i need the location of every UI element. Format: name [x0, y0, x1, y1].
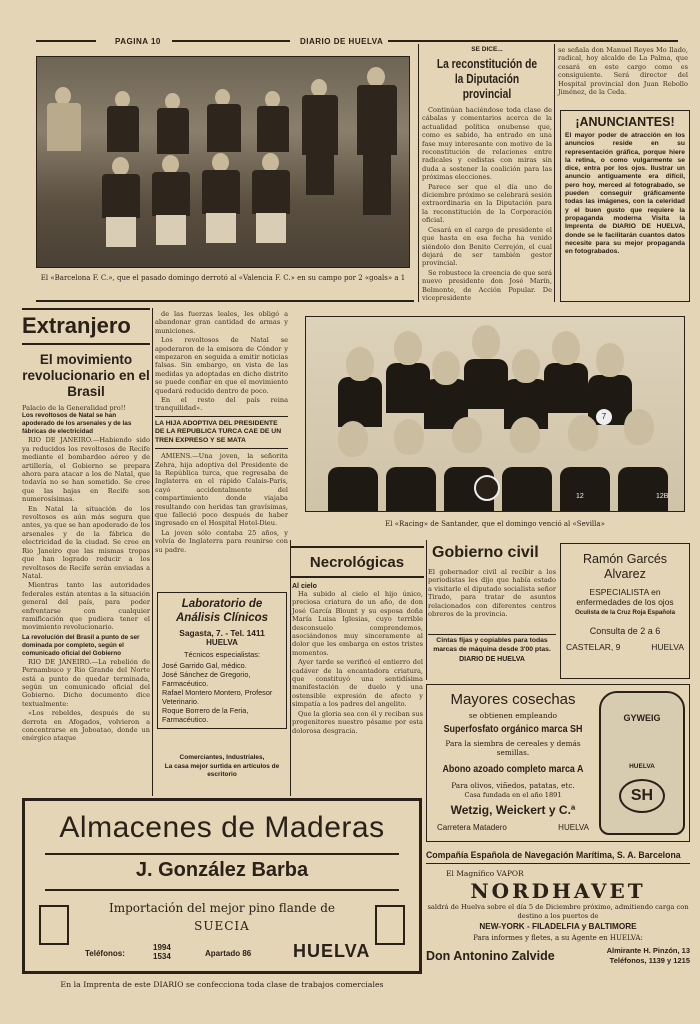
paragraph: Ayer tarde se verificó el entierro del cadáver de la encantadora criatura, que constituyó una sentidísima manifestación de duelo y una ostensible expresión de afecto y simpatía a los padres del angelito.: [292, 658, 423, 709]
paragraph: AMIENS.—Una joven, la señorita Zehra, hija adoptiva del Presidente de la República turca, que regresaba de Inglaterra en el rápido Calais-París, cayó accidentalmente del compartimiento donde viajaba resultando con heridas tan gravísimas, que falleció poco después de haber ingresado en el Hospital Hotel-Dieu.: [155, 452, 288, 528]
laboratorio-address: Sagasta, 7. - Tel. 1411: [179, 628, 265, 638]
header-rule-left: [36, 40, 96, 42]
company-city: HUELVA: [558, 823, 589, 832]
jersey-number: 12: [576, 493, 584, 500]
brasil-headline: El movimiento revolucionario en el Brasil: [22, 352, 150, 399]
brasil-body-2: [22, 658, 150, 743]
se-dice-body: [422, 106, 552, 302]
page-number: PAGINA 10: [115, 37, 161, 46]
anunciantes-box: [560, 110, 690, 302]
paragraph: En el resto del país reina tranquilidad».: [155, 396, 288, 413]
laboratorio-title: Laboratorio de Análisis Clínicos: [175, 598, 269, 624]
gobierno-title: Gobierno civil: [432, 544, 539, 561]
agent-name: Don Antonino Zalvide: [426, 948, 555, 963]
barcelona-photo: [36, 56, 410, 268]
cintas-ad: [428, 634, 556, 663]
ship-name: NORDHAVET: [470, 879, 646, 903]
masthead: DIARIO DE HUELVA: [300, 37, 384, 46]
cintas-text: Cintas fijas y copiables para todas marcas de máquina desde 3'00 ptas.: [433, 637, 551, 653]
laboratorio-staff: [162, 661, 282, 724]
apartado: Apartado 86: [205, 949, 252, 958]
anunciantes-title: ¡ANUNCIANTES!: [575, 115, 675, 129]
barcelona-caption: El «Barcelona F. C.», que el pasado domingo derrotó al «Valencia F. C.» en su campo por 2 «goals» a 1: [40, 274, 406, 282]
staff-line: José Garrido Gal, médico.: [162, 661, 247, 670]
navegacion-title: Compañía Española de Navegación Marítima, S. A. Barcelona: [426, 850, 681, 860]
garces-specialty: ESPECIALISTA en enfermedades de los ojos: [576, 587, 674, 607]
column-2-articles: [155, 310, 288, 555]
cosechas-ad: [426, 684, 690, 842]
agent-phones: Teléfonos, 1139 y 1215: [609, 955, 690, 965]
se-dice-title: La reconstitución de la Diputación provincial: [436, 57, 538, 101]
escritorio-line-2: La casa mejor surtida en artículos de escritorio: [164, 762, 280, 778]
garces-city: HUELVA: [651, 642, 684, 652]
agent-address: Almirante H. Pinzón, 13: [606, 946, 690, 955]
section-extranjero: Extranjero: [22, 313, 131, 338]
product-a-use: Para olivos, viñedos, patatas, etc.: [451, 781, 575, 790]
garces-address: CASTELAR, 9: [566, 642, 621, 652]
paragraph: Parece ser que el día uno de diciembre próximo se celebrará sesión extraordinaria en la Diputación para la reconstitución de la Corporación oficial.: [422, 182, 552, 225]
navegacion-ad: [426, 850, 690, 965]
staff-line: Rafael Montero Montero, Profesor Veterinario.: [162, 688, 273, 706]
navegacion-contact: Para informes y fletes, a su Agente en HUELVA:: [473, 934, 643, 942]
racing-photo: [305, 316, 685, 512]
column-rule: [426, 540, 427, 680]
cosechas-sub: se obtienen empleando: [468, 711, 558, 720]
necrologicas-subhead: Al cielo: [292, 583, 317, 590]
navegacion-details: saldrá de Huelva sobre el día 5 de Diciembre próximo, admitiendo carga con destino a los puertos de: [427, 903, 689, 920]
header-rule-mid: [172, 40, 290, 42]
turkish-headline: LA HIJA ADOPTIVA DEL PRESIDENTE DE LA REPUBLICA TURCA CAE DE UN TREN EXPRESO Y SE MATA: [155, 419, 282, 444]
paragraph: RIO DE JANEIRO.—La rebelión de Pernambuco y Rio Grande del Norte está a punto de quedar terminada, según un comunicado oficial del Gobierno. Dicho documento dice textualmente:: [22, 657, 150, 708]
header-rule-right: [388, 40, 678, 42]
column-rule: [290, 540, 291, 796]
company-address: Carretera Matadero: [437, 823, 507, 832]
paragraph: Mientras tanto las autoridades federales están atentas a la situación general del país, para poder enfrentarse con cualquier ramificación que pudiera tener el movimiento revolucionario.: [22, 581, 150, 632]
column-rule: [152, 308, 153, 796]
necrologicas-body: [292, 590, 423, 735]
brasil-article: [22, 404, 150, 744]
paragraph: «Los rebeldes, después de su derrota en Afogados, volvieron a concentrarse en Joboatao, donde un enérgico ataque: [22, 709, 150, 743]
navegacion-ports: NEW-YORK - FILADELFIA y BALTIMORE: [479, 922, 637, 931]
paragraph: Los revoltosos de Natal se apoderaron de la emisora de Cóndor y empezaron en seguida a emitir noticias falsas. Sin embargo, en vista de las medidas ya adoptadas en dicho distrito se puede confiar en que el movimiento quedará reducido dentro de poco.: [155, 336, 288, 395]
staff-line: José Sánchez de Gregorio, Farmacéutico.: [162, 670, 251, 688]
laboratorio-city: HUELVA: [206, 638, 238, 647]
paragraph: La joven sólo contaba 25 años, y volvía de Inglaterra para reunirse con su padre.: [155, 528, 288, 554]
se-dice-continuation: se señala don Manuel Reyes Mo Ilado, radical, hoy alcalde de La Palma, que cesará en este cargo como es consiguiente. Será director del Hospital provincial don Juan Rebollo Jiménez, de la Ceda.: [558, 46, 688, 97]
paragraph: RIO DE JANEIRO.—Habiendo sido ya reducidos los revoltosos de Recife mediante el bombardeo aéreo y de artillería, el Gobierno se prepara ahora para atacar a los de Natal, que todavía no se han sometido. Se cree que las bajas en Recife son numerosísimas.: [22, 436, 150, 504]
necrologicas-title: Necrológicas: [309, 554, 405, 571]
escritorio-line-1: Comerciantes, Industriales,: [179, 754, 265, 761]
almacenes-ad: [22, 798, 422, 974]
brasil-body-1: [22, 436, 150, 631]
paragraph: Que la gloria sea con él y reciban sus progenitores nuestro pésame por esta dolorosa desgracia.: [292, 709, 423, 735]
jersey-number: 7: [596, 409, 612, 425]
sack-city: HUELVA: [629, 763, 655, 770]
paragraph: Cesará en el cargo de presidente el que hasta en esa fecha ha venido siéndolo don Benito Cerrejón, el cual dejará de ser también gestor provincial.: [422, 225, 552, 268]
brasil-lead: Los revoltosos de Natal se han apoderado de los arsenales y de las fábricas de electricidad: [22, 412, 132, 436]
section-rule: [22, 343, 150, 345]
garces-note: Oculista de la Cruz Roja Española: [574, 609, 676, 616]
cintas-source: DIARIO DE HUELVA: [459, 656, 525, 663]
navegacion-vapor: El Magnífico VAPOR: [446, 869, 524, 878]
almacenes-owner: J. González Barba: [135, 859, 309, 881]
garces-hours: Consulta de 2 a 6: [589, 626, 661, 636]
col2-body-2: [155, 452, 288, 554]
brasil-subhead: La revolución del Brasil a punto de ser dominada por completo, según el comunicado oficial del Gobierno: [22, 633, 140, 657]
se-dice-kicker: SE DICE...: [471, 46, 503, 53]
col2-body-1: [155, 310, 288, 413]
sack-label: GYWEIG: [623, 713, 661, 723]
paragraph: de las fuerzas leales, les obligó a abandonar gran cantidad de armas y municiones.: [155, 310, 288, 335]
garces-ad: [560, 543, 690, 679]
section-rule: [290, 576, 424, 578]
garces-name: Ramón Garcés Alvarez: [582, 552, 668, 581]
jersey-number: 12B: [656, 493, 669, 500]
sack-mark: SH: [619, 779, 665, 813]
anunciantes-body: El mayor poder de atracción en los anuncios reside en su representación gráfica, porque hiere la retina, o como vulgarmente se dice, entra por los ojos. Ilustrar un anuncio antiguamente era difícil, pero hoy, merced al fotograbado, se pueden conseguir gráficamente todas las imágenes, con la celeridad y el buen gusto que requiere la propaganda moderna Visita la Imprenta de DIARIO DE HUELVA, donde se le facilitarán cuantos datos necesite para su mejor propaganda en fotograbados.: [565, 132, 685, 256]
racing-caption: El «Racing» de Santander, que el domingo venció al «Sevilla»: [385, 520, 605, 528]
section-rule: [290, 546, 424, 548]
product-a: Abono azoado completo marca A: [442, 763, 584, 775]
staff-line: Roque Borrero de la Feria, Farmacéutico.: [162, 706, 249, 724]
tel-label: Teléfonos:: [85, 949, 125, 958]
top-section-rule: [36, 300, 414, 302]
founded: Casa fundada en el año 1891: [464, 791, 562, 799]
gobierno-body: El gobernador civil al recibir a los periodistas les dijo que había estado a visitarle el diputado socialista señor Tirado, para tratar de asuntos relacionados con diferentes centros obreros de la provincia.: [428, 568, 556, 619]
fertilizer-sack-icon: [599, 691, 685, 835]
company-name: Wetzig, Weickert y C.ª: [450, 803, 576, 817]
escritorio-ad: [157, 754, 287, 780]
laboratorio-ad: [157, 592, 287, 729]
footer-imprenta: En la Imprenta de este DIARIO se confecciona toda clase de trabajos comerciales: [60, 980, 384, 989]
column-rule: [554, 44, 555, 302]
paragraph: Continúan haciéndose toda clase de cábalas y comentarios acerca de la actualidad política onubense que, como es sabido, ha entrado en una fase muy interesante con motivo de la reconstitución de relaciones entre radicales y cedistas con miras sin duda a sostener la coalición para las próximas elecciones.: [422, 106, 552, 182]
column-rule: [418, 44, 419, 302]
se-dice-article: [422, 46, 552, 303]
section-rule: [22, 308, 150, 310]
tel-numbers: 1994 1534: [153, 943, 171, 961]
product-sh-use: Para la siembra de cereales y demás semillas.: [445, 739, 581, 757]
paragraph: Se robustece la creencia de que será nuevo presidente don José Marín, Belmonte, de Acción Popular. De vicepresidente: [422, 268, 552, 302]
cosechas-title: Mayores cosechas: [450, 691, 576, 708]
almacenes-title: Almacenes de Maderas: [59, 811, 385, 844]
paragraph: Ha subido al cielo el hijo único, preciosa criatura de un año, de don José García Blount y su esposa doña María Luisa Iglesias, cuyo terrible desconsuelo comprendemos, asociándonos muy sinceramente al dolor que les embarga en estos tristes momentos.: [292, 590, 423, 657]
dateline: Palacio de la Generalidad pro!!: [22, 404, 127, 412]
almacenes-import: Importación del mejor pino flande de: [108, 901, 336, 915]
paragraph: En Natal la situación de los revoltosos es aún más segura que antes, ya que se han apoderado de los arsenales y de la fábrica de electricidad de la ciudad. Se cree en Rio Janeiro que las mismas tropas que han logrado reducir a los revoltosos de Recife serán enviadas a Natal.: [22, 504, 150, 580]
football-icon: [474, 475, 500, 501]
almacenes-origin: SUECIA: [194, 919, 250, 933]
necrologicas-article: [292, 583, 423, 736]
product-sh: Superfosfato orgánico marca SH: [443, 723, 583, 735]
laboratorio-subtitle: Técnicos especialistas:: [184, 650, 260, 659]
almacenes-city: HUELVA: [293, 941, 371, 961]
